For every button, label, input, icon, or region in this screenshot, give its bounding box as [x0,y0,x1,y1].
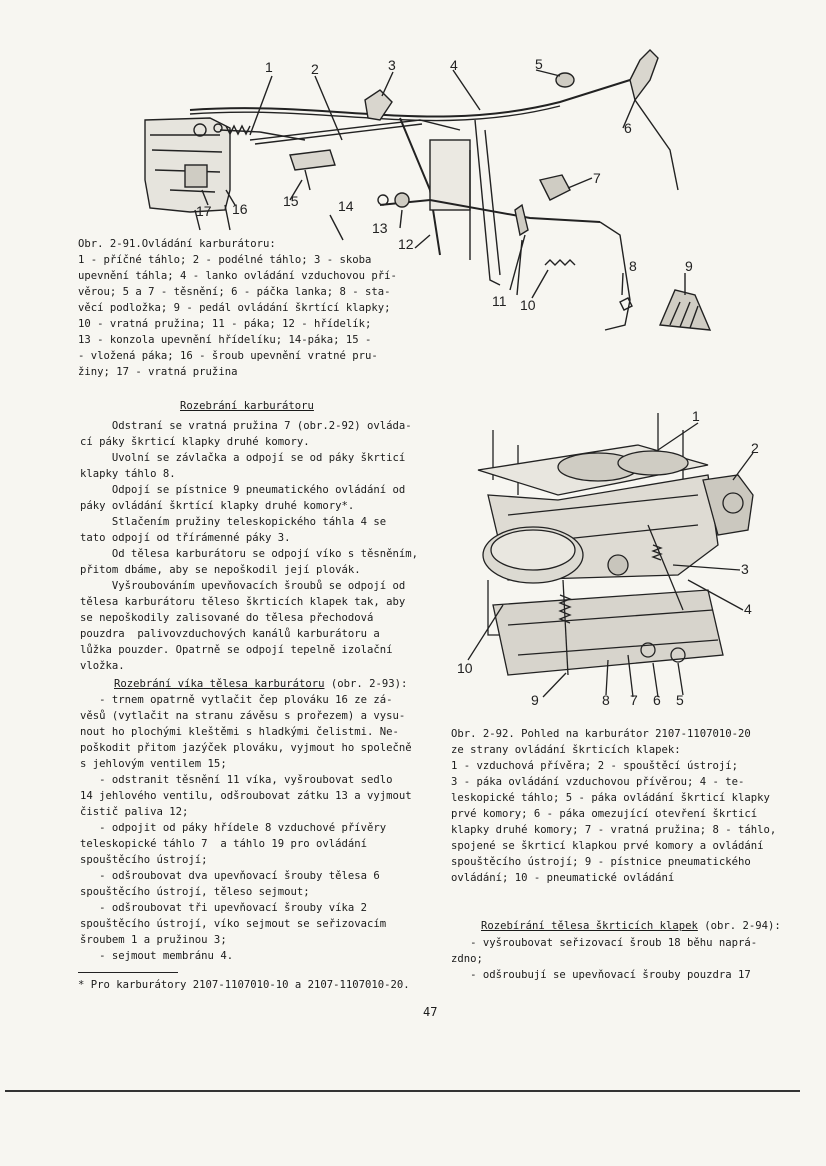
callout-4: 4 [450,57,458,73]
body-line: spouštěcího ústrojí, víko sejmout se seřizovacím [80,918,387,930]
body-line: přitom dbáme, aby se nepoškodil její plovák. [80,564,361,576]
callout-7: 7 [630,692,638,708]
callout-8: 8 [602,692,610,708]
body-line: poškodit přitom jazýček plováku, vyjmout ho společně [80,742,412,754]
section-heading-lid [114,676,407,692]
caption-line: věcí podložka; 9 - pedál ovládání škrtící klapky; [78,302,391,314]
body-line: - odšroubovat tři upevňovací šrouby víka 2 [80,902,368,914]
caption-line: žiny; 17 - vratná pružina [78,366,238,378]
caption-line: 10 - vratná pružina; 11 - páka; 12 - hřídelík; [78,318,372,330]
callout-3: 3 [388,57,396,73]
callout-10: 10 [457,660,473,676]
callout-7: 7 [593,170,601,186]
body-line: - vyšroubovat seřizovací šroub 18 běhu naprá- [451,937,758,949]
caption-line: spouštěcího ústrojí; 9 - pístnice pneumatického [451,856,751,868]
callout-12: 12 [398,236,414,252]
caption-line: 3 - páka ovládání vzduchovou přívěrou; 4 - te- [451,776,745,788]
body-line: pouzdra palivovzduchových kanálů karburátoru a [80,628,380,640]
body-line: - odšroubují se upevňovací šrouby pouzdra 17 [451,969,751,981]
section-heading-throttle-body [481,918,781,934]
body-line: - odšroubovat dva upevňovací šrouby tělesa 6 [80,870,380,882]
body-line: 14 jehlového ventilu, odšroubovat zátku 13 a vyjmout [80,790,412,802]
callout-6: 6 [624,120,632,136]
section-heading-throttle-ref: (obr. 2-94): [697,920,781,932]
section2-body [80,692,412,964]
callout-10: 10 [520,297,536,313]
body-line: páky ovládání škrtící klapky druhé komory*. [80,500,355,512]
body-line: klapky táhlo 8. [80,468,176,480]
body-line: šroubem 1 a pružinou 3; [80,934,227,946]
caption-line: ze strany ovládání škrticích klapek: [451,744,681,756]
callout-9: 9 [685,258,693,274]
callout-11: 11 [492,293,507,309]
callout-5: 5 [535,56,543,72]
body-line: lůžka pouzder. Opatrně se odpojí tepelně izolační [80,644,393,656]
body-line: Uvolní se závlačka a odpojí se od páky škrticí [80,452,406,464]
body-line: tato odpojí od třírámenné páky 3. [80,532,291,544]
body-line: teleskopické táhlo 7 a táhlo 19 pro ovládání [80,838,368,850]
figure-2-91-caption [78,236,397,380]
caption-line: ovládání; 10 - pneumatické ovládání [451,872,675,884]
carburetor-assembly-illustration [448,405,778,715]
section-heading-lid-ref: (obr. 2-93): [324,678,408,690]
body-line: se nepoškodily zalisované do tělesa přechodová [80,612,374,624]
body-line: vložka. [80,660,125,672]
callout-3: 3 [741,561,749,577]
section-heading-throttle-title: Rozebírání tělesa škrticích klapek [481,920,698,932]
callout-9: 9 [531,692,539,708]
section1-body [80,418,418,674]
footnote: * Pro karburátory 2107-1107010-10 a 2107-1107010-20. [78,979,410,991]
body-line: nout ho plochými kleštěmi s hladkými čelistmi. Ne- [80,726,399,738]
body-line: - sejmout membránu 4. [80,950,234,962]
body-line: s jehlovým ventilem 15; [80,758,227,770]
callout-17: 17 [196,203,212,219]
caption-line: 1 - vzduchová přívěra; 2 - spouštěcí ústrojí; [451,760,739,772]
body-line: zdno; [451,953,483,965]
callout-4: 4 [744,601,752,617]
caption-line: upevnění táhla; 4 - lanko ovládání vzduchovou pří- [78,270,397,282]
callout-16: 16 [232,201,248,217]
body-line: věsů (vytlačit na stranu závěsu s prořezem) a vysu- [80,710,406,722]
section-heading-lid-title: Rozebrání víka tělesa karburátoru [114,678,325,690]
caption-line: 1 - příčné táhlo; 2 - podélné táhlo; 3 - skoba [78,254,372,266]
body-line: - odstranit těsnění 11 víka, vyšroubovat sedlo [80,774,393,786]
callout-5: 5 [676,692,684,708]
callout-1: 1 [265,59,273,75]
caption-line: Obr. 2-92. Pohled na karburátor 2107-1107010-20 [451,728,751,740]
body-line: Od tělesa karburátoru se odpojí víko s těsněním, [80,548,419,560]
caption-line: leskopické táhlo; 5 - páka ovládání škrticí klapky [451,792,770,804]
callout-6: 6 [653,692,661,708]
caption-line: Obr. 2-91.Ovládání karburátoru: [78,238,276,250]
callout-14: 14 [338,198,354,214]
callout-8: 8 [629,258,637,274]
body-line: spouštěcího ústrojí, těleso sejmout; [80,886,310,898]
footnote-rule [78,972,178,973]
caption-line: 13 - konzola upevnění hřídelíku; 14-páka; 15 - [78,334,372,346]
caption-line: - vložená páka; 16 - šroub upevnění vratné pru- [78,350,378,362]
body-line: Odstraní se vratná pružina 7 (obr.2-92) ovláda- [80,420,412,432]
body-line: cí páky škrticí klapky druhé komory. [80,436,310,448]
caption-line: klapky druhé komory; 7 - vratná pružina; 8 - táhlo, [451,824,777,836]
callout-13: 13 [372,220,388,236]
figure-2-92-drawing [448,405,778,715]
section3-body [451,935,757,983]
callout-2: 2 [311,61,319,77]
body-line: Vyšroubováním upevňovacích šroubů se odpojí od [80,580,406,592]
body-line: čistič paliva 12; [80,806,189,818]
body-line: Stlačením pružiny teleskopického táhla 4 se [80,516,387,528]
caption-line: věrou; 5 a 7 - těsnění; 6 - páčka lanka; 8 - sta- [78,286,391,298]
caption-line: spojené se škrticí klapkou prvé komory a ovládání [451,840,764,852]
bottom-rule [5,1090,800,1092]
body-line: Odpojí se pístnice 9 pneumatického ovládání od [80,484,406,496]
body-line: tělesa karburátoru těleso škrticích klapek tak, aby [80,596,406,608]
page-number: 47 [423,1005,438,1019]
section-heading-disassembly: Rozebrání karburátoru [180,400,314,412]
callout-15: 15 [283,193,299,209]
caption-line: prvé komory; 6 - páka omezující otevření škrticí [451,808,758,820]
body-line: spouštěcího ústrojí; [80,854,208,866]
figure-2-92-caption [451,726,776,886]
body-line: - odpojit od páky hřídele 8 vzduchové přívěry [80,822,387,834]
body-line: - trnem opatrně vytlačit čep plováku 16 ze zá- [80,694,393,706]
callout-1: 1 [692,408,700,424]
callout-2: 2 [751,440,759,456]
